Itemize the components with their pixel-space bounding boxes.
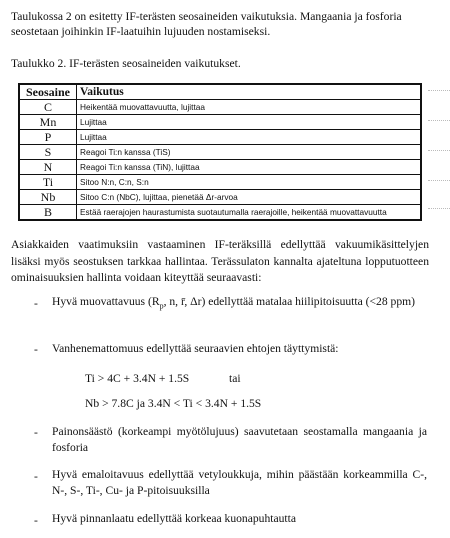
element-symbol: Mn [19, 115, 77, 130]
bullet-formability-start: Hyvä muovattavuus (R [52, 295, 160, 308]
table-header-row [19, 84, 421, 100]
bullet-dash: - [34, 297, 38, 310]
scan-margin-mark [428, 150, 450, 151]
element-effect: Estää raerajojen haurastumista suotautumalla raerajoille, heikentää muovattavuutta [77, 205, 422, 221]
table-row [19, 190, 421, 205]
scan-margin-mark [428, 180, 450, 181]
element-effect: Reagoi Ti:n kanssa (TiN), lujittaa [77, 160, 422, 175]
table-row [19, 115, 421, 130]
element-effect: Lujittaa [77, 130, 422, 145]
bullet-dash: - [34, 426, 38, 439]
bullet-surface-quality: Hyvä pinnanlaatu edellyttää korkeaa kuonapuhtautta [52, 512, 297, 525]
table-row [19, 130, 421, 145]
bullet-dash: - [34, 470, 38, 483]
table-row [19, 145, 421, 160]
table-row [19, 100, 421, 115]
scan-margin-mark [428, 208, 450, 209]
element-symbol: S [19, 145, 77, 160]
table-row [19, 205, 421, 221]
bullet-non-aging: Vanhenemattomuus edellyttää seuraavien ehtojen täyttymistä: [52, 342, 339, 355]
element-symbol: Nb [19, 190, 77, 205]
scan-margin-mark [428, 90, 450, 91]
bullet-enamelability: Hyvä emaloitavuus edellyttää vetyloukkuja, mihin päästään korkeammilla C-, N-, S-, Ti-, Cu- ja P-pitoisuuksilla [52, 468, 427, 497]
bullet-dash: - [34, 343, 38, 356]
bullet-formability [52, 294, 427, 314]
element-symbol: C [19, 100, 77, 115]
element-symbol: B [19, 205, 77, 221]
bullet-weight-saving: Painonsäästö (korkeampi myötölujuus) saavutetaan seostamalla mangaania ja fosforia [52, 425, 427, 454]
intro-line-2: seostetaan joihinkin IF-laatuihin lujuuden nostamiseksi. [11, 25, 271, 38]
header-effect: Vaikutus [77, 84, 422, 100]
header-element: Seosaine [19, 84, 77, 100]
element-effect: Heikentää muovattavuutta, lujittaa [77, 100, 422, 115]
body-paragraph: Asiakkaiden vaatimuksiin vastaaminen IF-teräksillä edellyttää vakuumikäsittelyjen lisäksi myös seostuksen tarkkaa hallintaa. Terässulaton kannalta ajateltuna lopputuotteen ominaisuuksien hallinta voidaan kiteyttää seuraavasti: [11, 238, 429, 284]
equation-or: tai [229, 372, 241, 385]
element-effect: Sitoo N:n, C:n, S:n [77, 175, 422, 190]
table-caption: Taulukko 2. IF-terästen seosaineiden vaikutukset. [11, 57, 241, 70]
bullet-formability-rest: , n, r̄, Δr) edellyttää matalaa hiilipitoisuutta (<28 ppm) [163, 295, 416, 308]
bullet-dash: - [34, 514, 38, 527]
element-symbol: P [19, 130, 77, 145]
scan-margin-mark [428, 120, 450, 121]
equation-ti: Ti > 4C + 3.4N + 1.5S [85, 372, 190, 385]
alloying-elements-table [18, 83, 422, 221]
table-row [19, 175, 421, 190]
table-row [19, 160, 421, 175]
bullet-formability-sub: p [159, 301, 164, 311]
element-symbol: Ti [19, 175, 77, 190]
element-symbol: N [19, 160, 77, 175]
element-effect: Lujittaa [77, 115, 422, 130]
intro-line-1: Taulukossa 2 on esitetty IF-terästen seosaineiden vaikutuksia. Mangaania ja fosforia [11, 10, 402, 23]
equation-nb: Nb > 7.8C ja 3.4N < Ti < 3.4N + 1.5S [85, 397, 262, 410]
element-effect: Reagoi Ti:n kanssa (TiS) [77, 145, 422, 160]
element-effect: Sitoo C:n (NbC), lujittaa, pienetää Δr-arvoa [77, 190, 422, 205]
